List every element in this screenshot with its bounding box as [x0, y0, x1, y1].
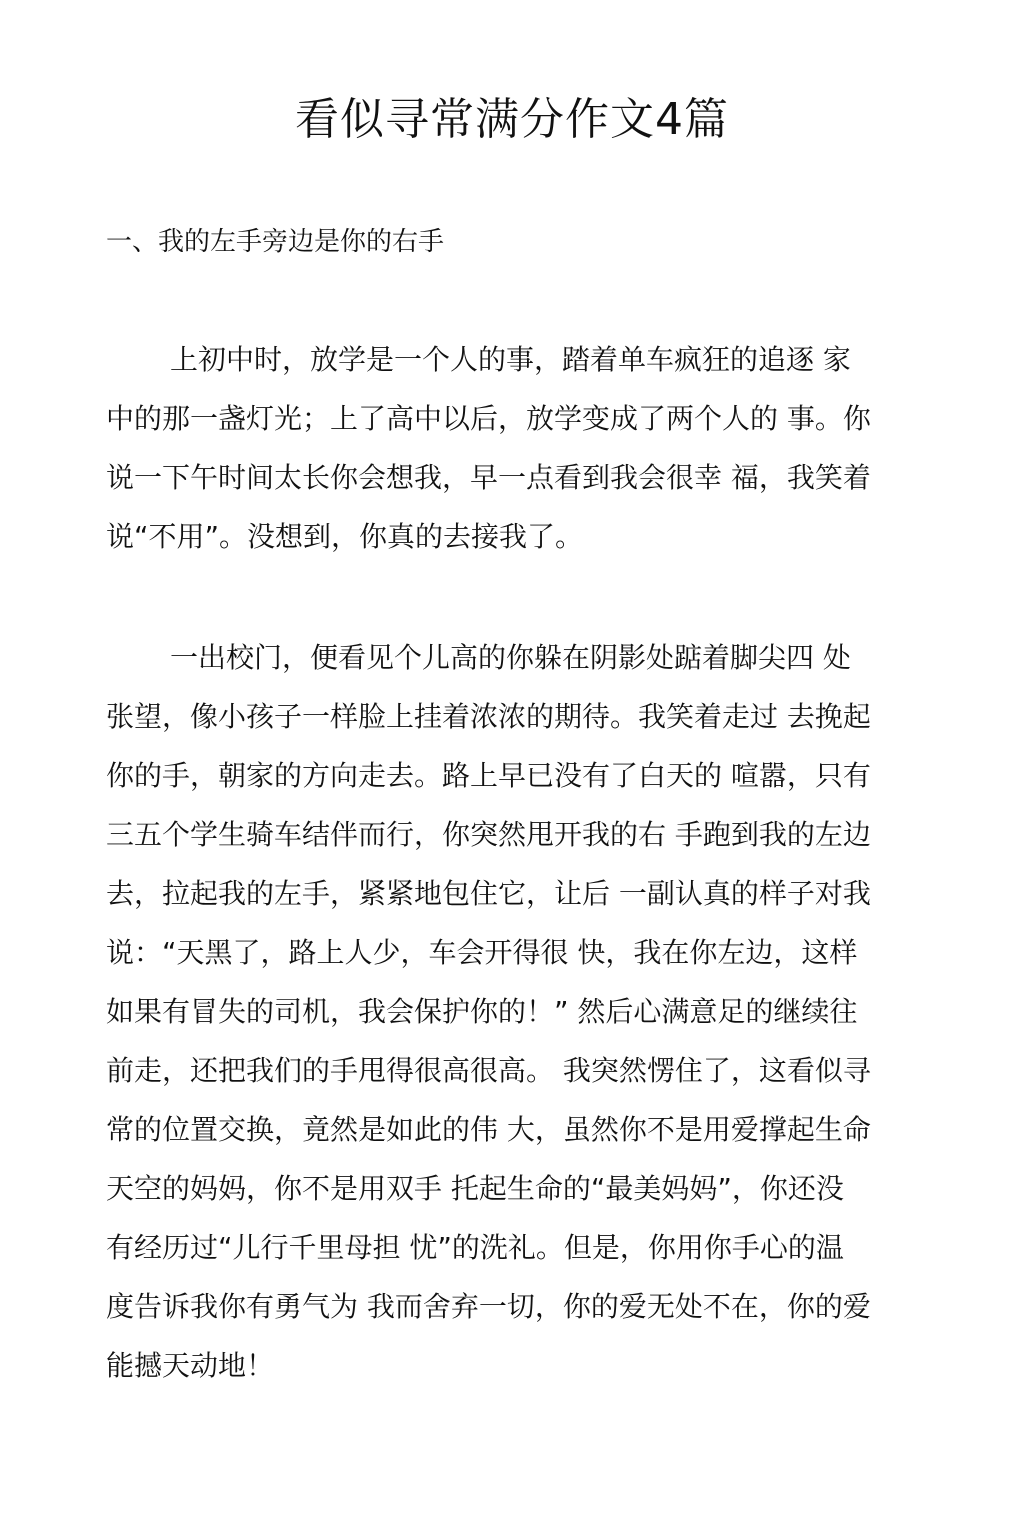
section-heading: 一、我的左手旁边是你的右手	[106, 227, 445, 257]
paragraph-line: 常的位置交换，竟然是如此的伟 大，虽然你不是用爱撑起生命	[106, 1113, 871, 1146]
paragraph-line: 前走，还把我们的手甩得很高很高。 我突然愣住了，这看似寻	[106, 1054, 871, 1087]
paragraph-1	[106, 330, 922, 566]
document-title: 看似寻常满分作文4篇	[295, 94, 729, 145]
paragraph-line: 一出校门，便看见个儿高的你躲在阴影处踮着脚尖四 处	[170, 641, 851, 674]
paragraph-line: 中的那一盏灯光；上了高中以后，放学变成了两个人的 事。你	[106, 402, 871, 435]
paragraph-line: 说：“天黑了，路上人少，车会开得很 快，我在你左边，这样	[106, 936, 858, 969]
paragraph-line: 度告诉我你有勇气为 我而舍弃一切，你的爱无处不在，你的爱	[106, 1290, 871, 1323]
paragraph-line: 去，拉起我的左手，紧紧地包住它，让后 一副认真的样子对我	[106, 877, 871, 910]
paragraph-line: 说一下午时间太长你会想我，早一点看到我会很幸 福，我笑着	[106, 461, 871, 494]
paragraph-2	[106, 628, 922, 1395]
paragraph-line: 说“不用”。没想到，你真的去接我了。	[106, 520, 584, 553]
paragraph-line: 有经历过“儿行千里母担 忧”的洗礼。但是，你用你手心的温	[106, 1231, 844, 1264]
paragraph-line: 张望，像小孩子一样脸上挂着浓浓的期待。我笑着走过 去挽起	[106, 700, 871, 733]
paragraph-line: 能撼天动地！	[106, 1349, 275, 1382]
paragraph-line: 你的手，朝家的方向走去。路上早已没有了白天的 喧嚣，只有	[106, 759, 871, 792]
paragraph-line: 天空的妈妈，你不是用双手 托起生命的“最美妈妈”，你还没	[106, 1172, 844, 1205]
paragraph-line: 上初中时，放学是一个人的事，踏着单车疯狂的追逐 家	[170, 343, 851, 376]
paragraph-line: 三五个学生骑车结伴而行，你突然甩开我的右 手跑到我的左边	[106, 818, 871, 851]
paragraph-line: 如果有冒失的司机，我会保护你的！” 然后心满意足的继续往	[106, 995, 858, 1028]
